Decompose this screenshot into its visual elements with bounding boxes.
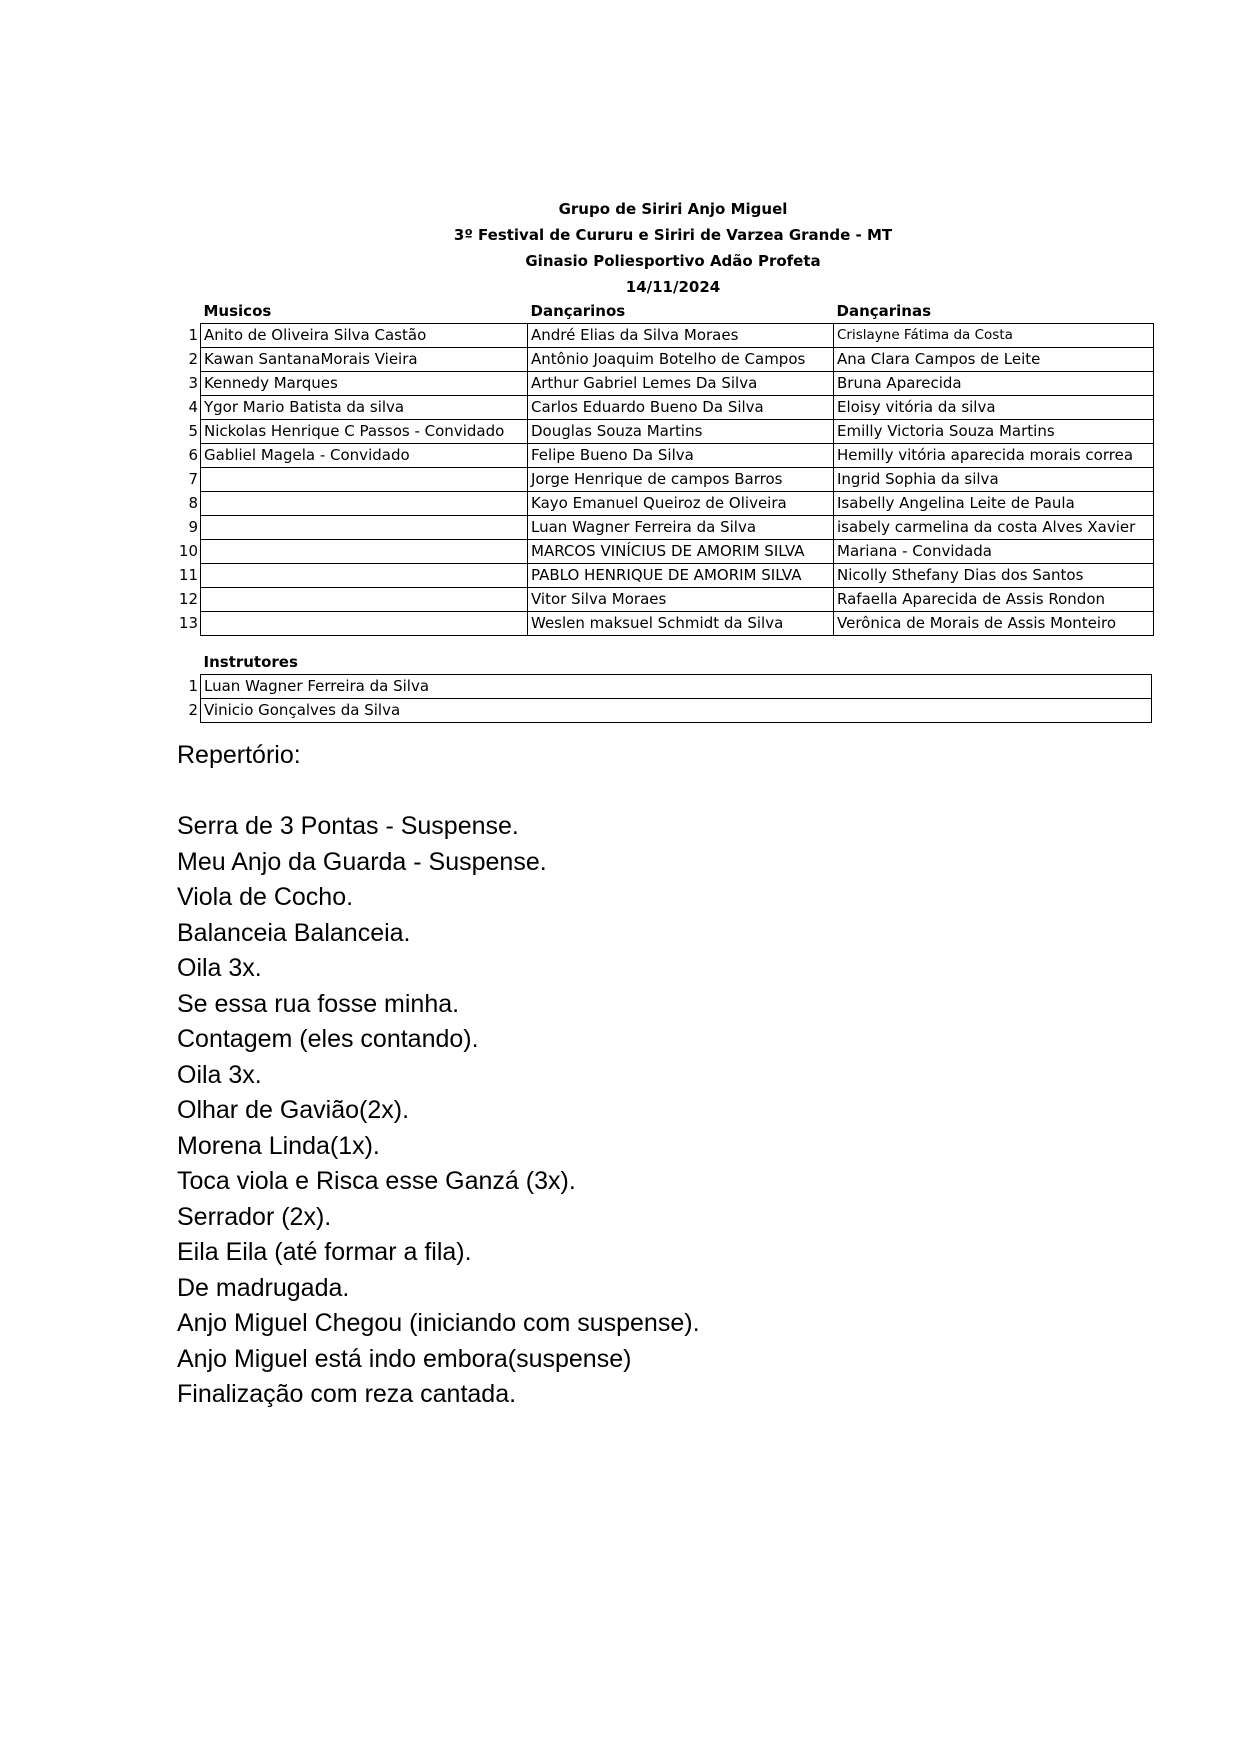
dancarino-cell: Vitor Silva Moraes (528, 588, 834, 612)
musico-cell (201, 564, 528, 588)
dancarino-cell: Jorge Henrique de campos Barros (528, 468, 834, 492)
musico-cell: Gabliel Magela - Convidado (201, 444, 528, 468)
dancarina-cell: Emilly Victoria Souza Martins (834, 420, 1154, 444)
roster-table (170, 300, 1154, 636)
row-number: 4 (188, 398, 198, 416)
row-number: 13 (178, 614, 198, 632)
dancarina-cell: Crislayne Fátima da Costa (834, 324, 1154, 348)
column-header-musicos: Musicos (203, 302, 272, 320)
musico-cell: Anito de Oliveira Silva Castão (201, 324, 528, 348)
row-number: 1 (188, 326, 198, 344)
musico-cell (201, 612, 528, 636)
musico-cell (201, 588, 528, 612)
row-number: 5 (188, 422, 198, 440)
repertoire-item: Serra de 3 Pontas - Suspense. (177, 812, 519, 840)
row-number: 3 (188, 374, 198, 392)
instructor-name: Vinicio Gonçalves da Silva (201, 699, 1152, 723)
event-date: 14/11/2024 (625, 278, 721, 296)
repertoire-item: Finalização com reza cantada. (177, 1380, 517, 1408)
instructors-table (170, 651, 1152, 723)
roster-row (170, 444, 1154, 468)
repertoire-item: Oila 3x. (177, 954, 262, 982)
dancarina-cell: isabely carmelina da costa Alves Xavier (834, 516, 1154, 540)
venue-name: Ginasio Poliesportivo Adão Profeta (525, 252, 821, 270)
repertoire-item: Balanceia Balanceia. (177, 918, 411, 947)
repertoire-item: Meu Anjo da Guarda - Suspense. (177, 847, 547, 876)
dancarina-cell: Verônica de Morais de Assis Monteiro (834, 612, 1154, 636)
dancarino-cell: Antônio Joaquim Botelho de Campos (528, 348, 834, 372)
dancarina-cell: Rafaella Aparecida de Assis Rondon (834, 588, 1154, 612)
repertoire-item: Eila Eila (até formar a fila). (177, 1238, 472, 1266)
repertoire-item: Anjo Miguel está indo embora(suspense) (177, 1344, 632, 1373)
dancarino-cell: Felipe Bueno Da Silva (528, 444, 834, 468)
column-header-dancarinos: Dançarinos (530, 302, 626, 320)
musico-cell (201, 540, 528, 564)
row-number: 2 (188, 701, 198, 719)
dancarino-cell: Weslen maksuel Schmidt da Silva (528, 612, 834, 636)
musico-cell: Nickolas Henrique C Passos - Convidado (201, 420, 528, 444)
dancarino-cell: PABLO HENRIQUE DE AMORIM SILVA (528, 564, 834, 588)
roster-row (170, 612, 1154, 636)
row-number: 1 (188, 677, 198, 695)
document-header (183, 196, 1163, 300)
musico-cell (201, 468, 528, 492)
row-number: 2 (188, 350, 198, 368)
repertoire-item: Contagem (eles contando). (177, 1025, 479, 1053)
repertoire-item: De madrugada. (177, 1273, 350, 1302)
row-number: 8 (188, 494, 198, 512)
roster-row (170, 372, 1154, 396)
dancarino-cell: Douglas Souza Martins (528, 420, 834, 444)
row-number: 9 (188, 518, 198, 536)
repertoire-list (177, 809, 1137, 1413)
roster-row (170, 396, 1154, 420)
repertoire-item: Serrador (2x). (177, 1202, 332, 1231)
dancarina-cell: Bruna Aparecida (834, 372, 1154, 396)
row-number: 7 (188, 470, 198, 488)
repertoire-item: Morena Linda(1x). (177, 1131, 380, 1160)
musico-cell (201, 492, 528, 516)
dancarina-cell: Ingrid Sophia da silva (834, 468, 1154, 492)
repertoire-item: Viola de Cocho. (177, 883, 354, 911)
row-number: 10 (178, 542, 198, 560)
repertoire-title: Repertório: (177, 741, 301, 769)
roster-row (170, 324, 1154, 348)
row-number: 6 (188, 446, 198, 464)
column-header-dancarinas: Dançarinas (836, 302, 932, 320)
dancarina-cell: Isabelly Angelina Leite de Paula (834, 492, 1154, 516)
dancarino-cell: Carlos Eduardo Bueno Da Silva (528, 396, 834, 420)
repertoire-item: Se essa rua fosse minha. (177, 989, 460, 1018)
dancarina-cell: Nicolly Sthefany Dias dos Santos (834, 564, 1154, 588)
repertoire-section (177, 738, 1137, 1413)
repertoire-item: Oila 3x. (177, 1060, 262, 1089)
musico-cell: Kawan SantanaMorais Vieira (201, 348, 528, 372)
roster-row (170, 564, 1154, 588)
roster-row (170, 492, 1154, 516)
dancarino-cell: Luan Wagner Ferreira da Silva (528, 516, 834, 540)
group-name: Grupo de Siriri Anjo Miguel (558, 200, 788, 218)
dancarina-cell: Mariana - Convidada (834, 540, 1154, 564)
dancarino-cell: Arthur Gabriel Lemes Da Silva (528, 372, 834, 396)
dancarina-cell: Eloisy vitória da silva (834, 396, 1154, 420)
roster-row (170, 468, 1154, 492)
instructor-row (170, 675, 1152, 699)
dancarina-cell: Ana Clara Campos de Leite (834, 348, 1154, 372)
repertoire-item: Toca viola e Risca esse Ganzá (3x). (177, 1167, 576, 1195)
dancarino-cell: MARCOS VINÍCIUS DE AMORIM SILVA (528, 540, 834, 564)
roster-row (170, 588, 1154, 612)
instructors-header-row (170, 651, 1152, 675)
musico-cell: Kennedy Marques (201, 372, 528, 396)
instructor-name: Luan Wagner Ferreira da Silva (201, 675, 1152, 699)
roster-header-row (170, 300, 1154, 324)
roster-row (170, 420, 1154, 444)
row-number: 11 (178, 566, 198, 584)
roster-row (170, 516, 1154, 540)
repertoire-item: Olhar de Gavião(2x). (177, 1096, 410, 1124)
repertoire-item: Anjo Miguel Chegou (iniciando com suspense). (177, 1309, 700, 1337)
musico-cell: Ygor Mario Batista da silva (201, 396, 528, 420)
dancarino-cell: Kayo Emanuel Queiroz de Oliveira (528, 492, 834, 516)
row-number: 12 (178, 590, 198, 608)
roster-row (170, 348, 1154, 372)
instructor-row (170, 699, 1152, 723)
dancarina-cell: Hemilly vitória aparecida morais correa (834, 444, 1154, 468)
instructors-title: Instrutores (203, 653, 298, 671)
roster-row (170, 540, 1154, 564)
dancarino-cell: André Elias da Silva Moraes (528, 324, 834, 348)
musico-cell (201, 516, 528, 540)
festival-name: 3º Festival de Cururu e Siriri de Varzea Grande - MT (453, 226, 893, 244)
